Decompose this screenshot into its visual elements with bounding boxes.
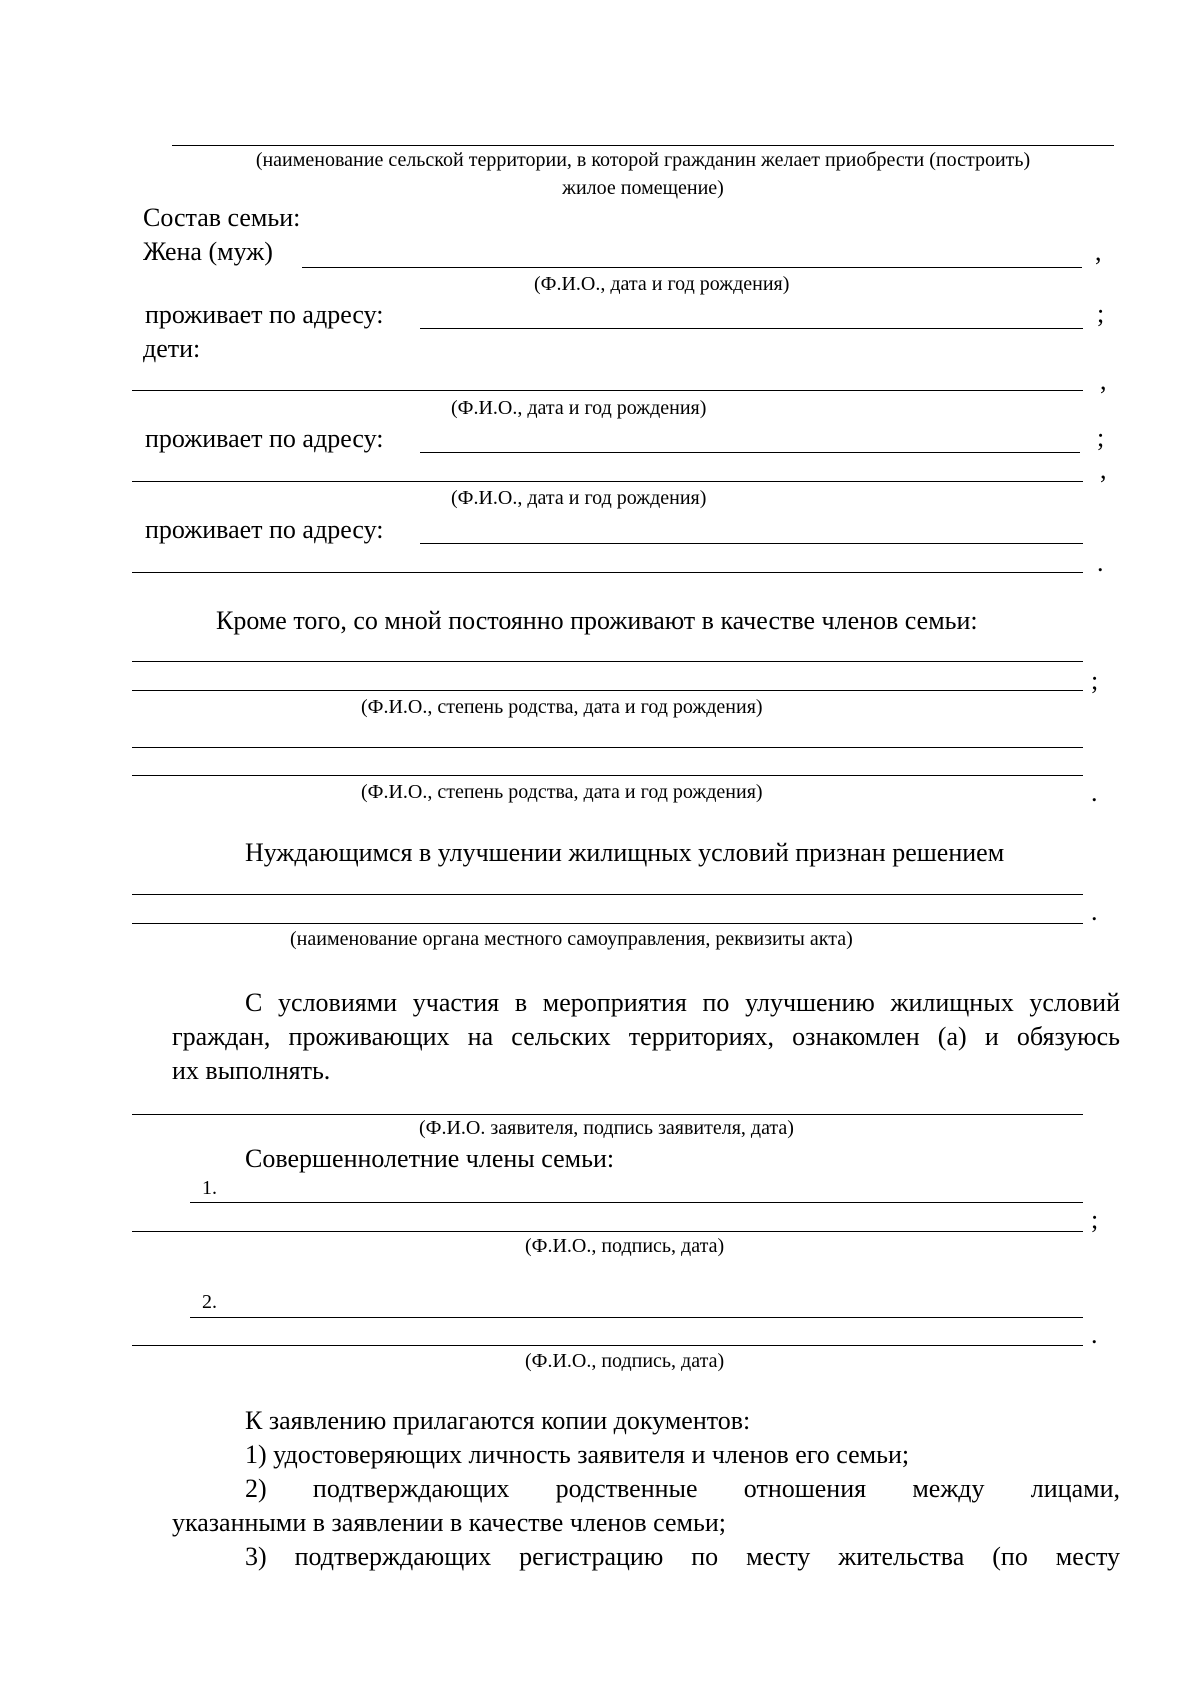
also-living-text: Кроме того, со мной постоянно проживают в качестве членов семьи:: [216, 606, 978, 635]
child-2-line[interactable]: [132, 481, 1083, 482]
member-1-line-cont[interactable]: [132, 1231, 1083, 1232]
relative-1-caption: (Ф.И.О., степень родства, дата и год рождения): [361, 696, 763, 718]
conditions-paragraph-line-1: С условиями участия в мероприятия по улучшению жилищных условий: [245, 988, 1120, 1017]
territory-caption: (наименование сельской территории, в которой гражданин желает приобрести (построить): [255, 149, 1031, 171]
children-label: дети:: [143, 334, 201, 363]
spouse-address-line[interactable]: [420, 328, 1083, 329]
attachment-1: 1) удостоверяющих личность заявителя и членов его семьи;: [245, 1440, 910, 1469]
conditions-paragraph-line-3: их выполнять.: [172, 1056, 331, 1085]
member-1-line[interactable]: [190, 1202, 1083, 1203]
attachment-3-line-1: 3) подтверждающих регистрацию по месту жительства (по месту: [245, 1542, 1120, 1571]
decision-line-cont[interactable]: [132, 923, 1083, 924]
child-1-line[interactable]: [132, 390, 1083, 391]
spouse-label: Жена (муж): [143, 237, 273, 266]
member-2-line-cont[interactable]: [132, 1345, 1083, 1346]
relative-1-semicolon: ;: [1091, 666, 1099, 695]
decision-line[interactable]: [132, 894, 1083, 895]
relative-1-line-cont[interactable]: [132, 690, 1083, 691]
relative-2-period: .: [1091, 778, 1098, 807]
child-1-address-label: проживает по адресу:: [145, 424, 384, 453]
child-2-period: .: [1097, 548, 1104, 577]
member-2-caption: (Ф.И.О., подпись, дата): [525, 1350, 725, 1372]
decision-period: .: [1091, 897, 1098, 926]
conditions-paragraph-line-2: граждан, проживающих на сельских территориях, ознакомлен (а) и обязуюсь: [172, 1022, 1120, 1051]
member-1-semicolon: ;: [1091, 1205, 1099, 1234]
needing-text: Нуждающимся в улучшении жилищных условий признан решением: [245, 838, 1005, 867]
child-1-address-line[interactable]: [420, 452, 1080, 453]
relative-1-line[interactable]: [132, 661, 1083, 662]
attachments-heading: К заявлению прилагаются копии документов:: [245, 1406, 751, 1435]
relative-2-caption: (Ф.И.О., степень родства, дата и год рождения): [361, 781, 763, 803]
applicant-caption: (Ф.И.О. заявителя, подпись заявителя, дата): [419, 1117, 794, 1139]
member-2-number: 2.: [202, 1291, 217, 1313]
relative-2-line-cont[interactable]: [132, 775, 1083, 776]
spouse-address-label: проживает по адресу:: [145, 300, 384, 329]
child-1-address-semicolon: ;: [1097, 423, 1105, 452]
spouse-comma: ,: [1095, 237, 1102, 266]
child-2-address-label: проживает по адресу:: [145, 515, 384, 544]
attachment-2-line-1: 2) подтверждающих родственные отношения между лицами,: [245, 1474, 1120, 1503]
relative-2-line[interactable]: [132, 747, 1083, 748]
spouse-line[interactable]: [302, 267, 1082, 268]
applicant-signature-line[interactable]: [132, 1114, 1083, 1115]
member-2-period: .: [1091, 1320, 1098, 1349]
member-2-line[interactable]: [190, 1317, 1083, 1318]
child-2-address-line[interactable]: [420, 543, 1083, 544]
child-1-comma: ,: [1100, 366, 1107, 395]
family-heading: Состав семьи:: [143, 203, 301, 232]
territory-line: [172, 145, 1114, 146]
adult-members-label: Совершеннолетние члены семьи:: [245, 1144, 615, 1173]
spouse-address-semicolon: ;: [1097, 299, 1105, 328]
member-1-number: 1.: [202, 1177, 217, 1199]
child-2-caption: (Ф.И.О., дата и год рождения): [451, 487, 707, 509]
child-1-caption: (Ф.И.О., дата и год рождения): [451, 397, 707, 419]
territory-caption-cont: жилое помещение): [562, 177, 724, 199]
child-2-comma: ,: [1100, 455, 1107, 484]
authority-caption: (наименование органа местного самоуправления, реквизиты акта): [290, 928, 853, 950]
child-2-address-line-cont[interactable]: [132, 572, 1083, 573]
attachment-2-line-2: указанными в заявлении в качестве членов семьи;: [172, 1508, 726, 1537]
spouse-caption: (Ф.И.О., дата и год рождения): [534, 273, 790, 295]
member-1-caption: (Ф.И.О., подпись, дата): [525, 1235, 725, 1257]
